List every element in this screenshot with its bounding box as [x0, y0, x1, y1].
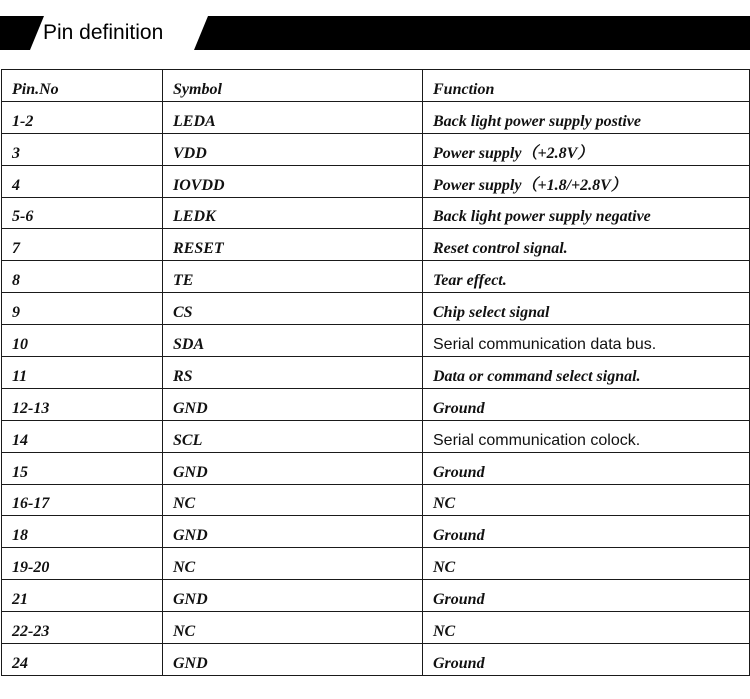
- table-row: [2, 548, 750, 580]
- cell-symbol: GND: [163, 388, 423, 420]
- table-row: [2, 293, 750, 325]
- table-row: [2, 516, 750, 548]
- cell-function: Ground: [423, 452, 750, 484]
- cell-pin-no: 22-23: [2, 612, 163, 644]
- cell-pin-no: 1-2: [2, 101, 163, 133]
- cell-function: Serial communication data bus.: [423, 325, 750, 357]
- cell-pin-no: 7: [2, 229, 163, 261]
- cell-pin-no: 11: [2, 357, 163, 389]
- table-row: [2, 261, 750, 293]
- cell-pin-no: 5-6: [2, 197, 163, 229]
- cell-pin-no: 14: [2, 420, 163, 452]
- cell-symbol: NC: [163, 484, 423, 516]
- cell-symbol: GND: [163, 452, 423, 484]
- cell-function: Power supply（+2.8V）: [423, 133, 750, 165]
- cell-symbol: VDD: [163, 133, 423, 165]
- cell-pin-no: 9: [2, 293, 163, 325]
- cell-pin-no: 21: [2, 580, 163, 612]
- cell-function: NC: [423, 548, 750, 580]
- column-header-pin-no: Pin.No: [2, 70, 163, 102]
- cell-function: Ground: [423, 644, 750, 676]
- cell-function: Back light power supply postive: [423, 101, 750, 133]
- cell-pin-no: 10: [2, 325, 163, 357]
- column-header-symbol: Symbol: [163, 70, 423, 102]
- cell-pin-no: 16-17: [2, 484, 163, 516]
- cell-symbol: RS: [163, 357, 423, 389]
- cell-symbol: LEDK: [163, 197, 423, 229]
- cell-function: Chip select signal: [423, 293, 750, 325]
- cell-symbol: LEDA: [163, 101, 423, 133]
- cell-pin-no: 19-20: [2, 548, 163, 580]
- cell-symbol: NC: [163, 548, 423, 580]
- table-row: [2, 325, 750, 357]
- cell-pin-no: 3: [2, 133, 163, 165]
- cell-function: Tear effect.: [423, 261, 750, 293]
- cell-pin-no: 8: [2, 261, 163, 293]
- table-row: [2, 612, 750, 644]
- cell-function: NC: [423, 612, 750, 644]
- cell-pin-no: 12-13: [2, 388, 163, 420]
- cell-pin-no: 24: [2, 644, 163, 676]
- table-row: [2, 101, 750, 133]
- cell-function: Ground: [423, 580, 750, 612]
- cell-symbol: GND: [163, 580, 423, 612]
- table-header-row: [2, 70, 750, 102]
- table-row: [2, 133, 750, 165]
- cell-symbol: GND: [163, 644, 423, 676]
- cell-function: Power supply（+1.8/+2.8V）: [423, 165, 750, 197]
- table-row: [2, 197, 750, 229]
- cell-function: Reset control signal.: [423, 229, 750, 261]
- cell-function: Serial communication colock.: [423, 420, 750, 452]
- table-row: [2, 644, 750, 676]
- cell-symbol: SDA: [163, 325, 423, 357]
- cell-symbol: CS: [163, 293, 423, 325]
- cell-function: Ground: [423, 516, 750, 548]
- table-row: [2, 357, 750, 389]
- cell-pin-no: 15: [2, 452, 163, 484]
- table-row: [2, 388, 750, 420]
- table-row: [2, 484, 750, 516]
- cell-pin-no: 4: [2, 165, 163, 197]
- pin-definition-table: [1, 69, 750, 676]
- table-row: [2, 452, 750, 484]
- pin-table-body: [2, 70, 750, 676]
- table-row: [2, 165, 750, 197]
- cell-function: Ground: [423, 388, 750, 420]
- cell-function: Back light power supply negative: [423, 197, 750, 229]
- cell-function: NC: [423, 484, 750, 516]
- cell-pin-no: 18: [2, 516, 163, 548]
- cell-symbol: IOVDD: [163, 165, 423, 197]
- cell-symbol: RESET: [163, 229, 423, 261]
- cell-symbol: SCL: [163, 420, 423, 452]
- cell-symbol: GND: [163, 516, 423, 548]
- table-row: [2, 229, 750, 261]
- table-row: [2, 420, 750, 452]
- cell-function: Data or command select signal.: [423, 357, 750, 389]
- cell-symbol: NC: [163, 612, 423, 644]
- page-title: Pin definition: [43, 21, 164, 44]
- table-row: [2, 580, 750, 612]
- column-header-function: Function: [423, 70, 750, 102]
- cell-symbol: TE: [163, 261, 423, 293]
